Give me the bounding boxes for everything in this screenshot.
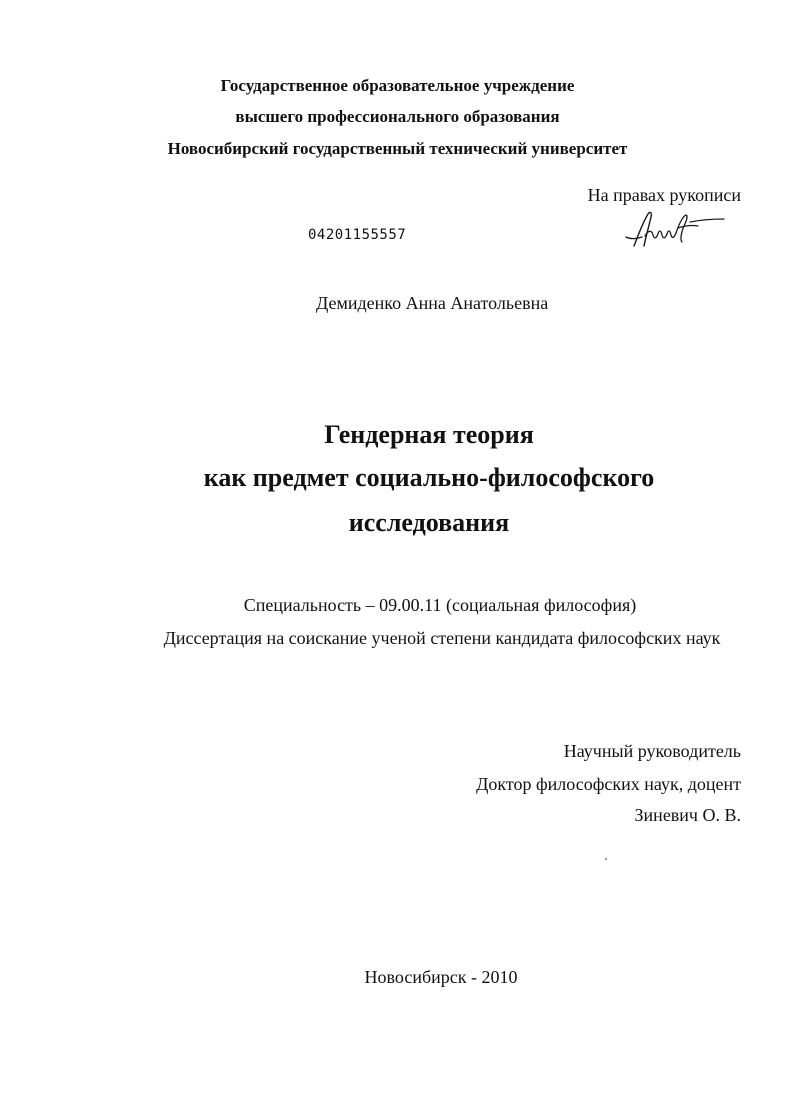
author-name: Демиденко Анна Анатольевна bbox=[316, 293, 549, 313]
supervisor-degree: Доктор философских наук, доцент bbox=[476, 774, 741, 794]
manuscript-note: На правах рукописи bbox=[587, 185, 741, 205]
title-line-1: Гендерная теория bbox=[324, 420, 534, 449]
institution-line-2: высшего профессионального образования bbox=[235, 107, 560, 126]
scan-speck bbox=[605, 858, 607, 860]
institution-line-1: Государственное образовательное учреждение bbox=[220, 76, 575, 95]
institution-line-3: Новосибирский государственный технический университет bbox=[167, 139, 628, 158]
title-line-3: исследования bbox=[348, 508, 510, 537]
handwritten-signature bbox=[618, 206, 728, 252]
supervisor-role: Научный руководитель bbox=[563, 741, 741, 761]
degree-line: Диссертация на соискание ученой степени кандидата философских наук bbox=[163, 628, 721, 648]
city-year: Новосибирск - 2010 bbox=[364, 967, 518, 987]
title-line-2: как предмет социально-философского bbox=[203, 463, 655, 492]
specialty-line: Специальность – 09.00.11 (социальная философия) bbox=[243, 595, 637, 615]
supervisor-name: Зиневич О. В. bbox=[634, 805, 741, 825]
barcode-number: 04201155557 bbox=[308, 227, 407, 243]
